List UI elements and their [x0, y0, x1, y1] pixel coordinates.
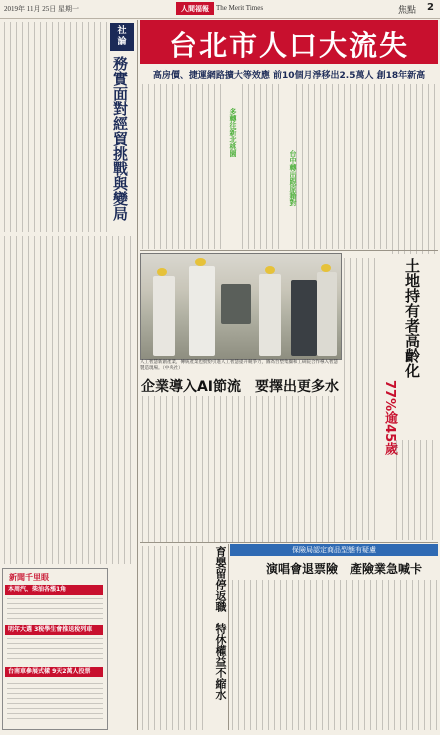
ai-body [142, 396, 340, 542]
aging-stat: 77%逾45歲 [382, 380, 397, 456]
lead-body-right [392, 84, 438, 254]
lead-subtitle-b: 台中轉出跟原籍對 [289, 150, 297, 206]
childcare-title: 育嬰留停返職 特休權益不縮水 [214, 546, 227, 700]
lead-body-left [142, 84, 224, 249]
childcare-body [142, 546, 208, 730]
news-brief-title: 新聞千里眼 [9, 573, 49, 582]
news-brief-item-1: 本周汽、柴油各漲1角 [5, 585, 103, 595]
news-brief-item-2: 明年大選 3税學生會推送稅列車 [5, 625, 103, 635]
ai-headline: 企業導入AI節流 要擇出更多水 [140, 379, 340, 395]
lead-body-center [242, 84, 284, 249]
newspaper-logo: 人間福報 [176, 2, 214, 15]
photo-caption: 人工智慧新創產業，傳統產業也紛紛引進人工智慧提升競爭力，圖為台塑集團和工研院合作導入智慧製造現場。（中央社） [140, 360, 338, 371]
editorial-body-bottom [4, 236, 136, 564]
lead-subtitle-a: 多轉往新北桃園 [229, 108, 237, 157]
news-brief-item-3: 台南車參展式樣 9天2萬人投票 [5, 667, 103, 677]
lead-headline: 台北市人口大流失 [168, 29, 409, 62]
newspaper-logo-english: The Merit Times [216, 4, 264, 12]
news-brief-box [2, 568, 108, 730]
masthead [0, 0, 440, 19]
lead-subheadline: 高房價、捷運網路擴大等效應 前10個月淨移出2.5萬人 創18年新高 [152, 71, 426, 81]
editorial-title: 務實面對經貿挑戰與變局 [111, 56, 129, 221]
lead-headline-banner [140, 20, 438, 64]
aging-body-2 [396, 440, 438, 540]
section-name: 焦點 [397, 6, 416, 16]
concert-banner: 保險局認定商品型態有疑慮 [230, 544, 438, 556]
aging-title: 土地持有者高齡化 [403, 258, 421, 378]
concert-headline: 演唱會退票險 產險業急喊卡 [265, 562, 422, 576]
concert-body [232, 580, 438, 730]
issue-date: 2019年 11月 25日 星期一 [4, 5, 79, 13]
factory-photo [140, 253, 342, 360]
lead-body-mid [296, 84, 388, 249]
page-number: 2 [427, 2, 434, 13]
editorial-tag: 社 論 [110, 23, 134, 51]
editorial-body-top [4, 22, 108, 232]
aging-body [344, 258, 378, 540]
